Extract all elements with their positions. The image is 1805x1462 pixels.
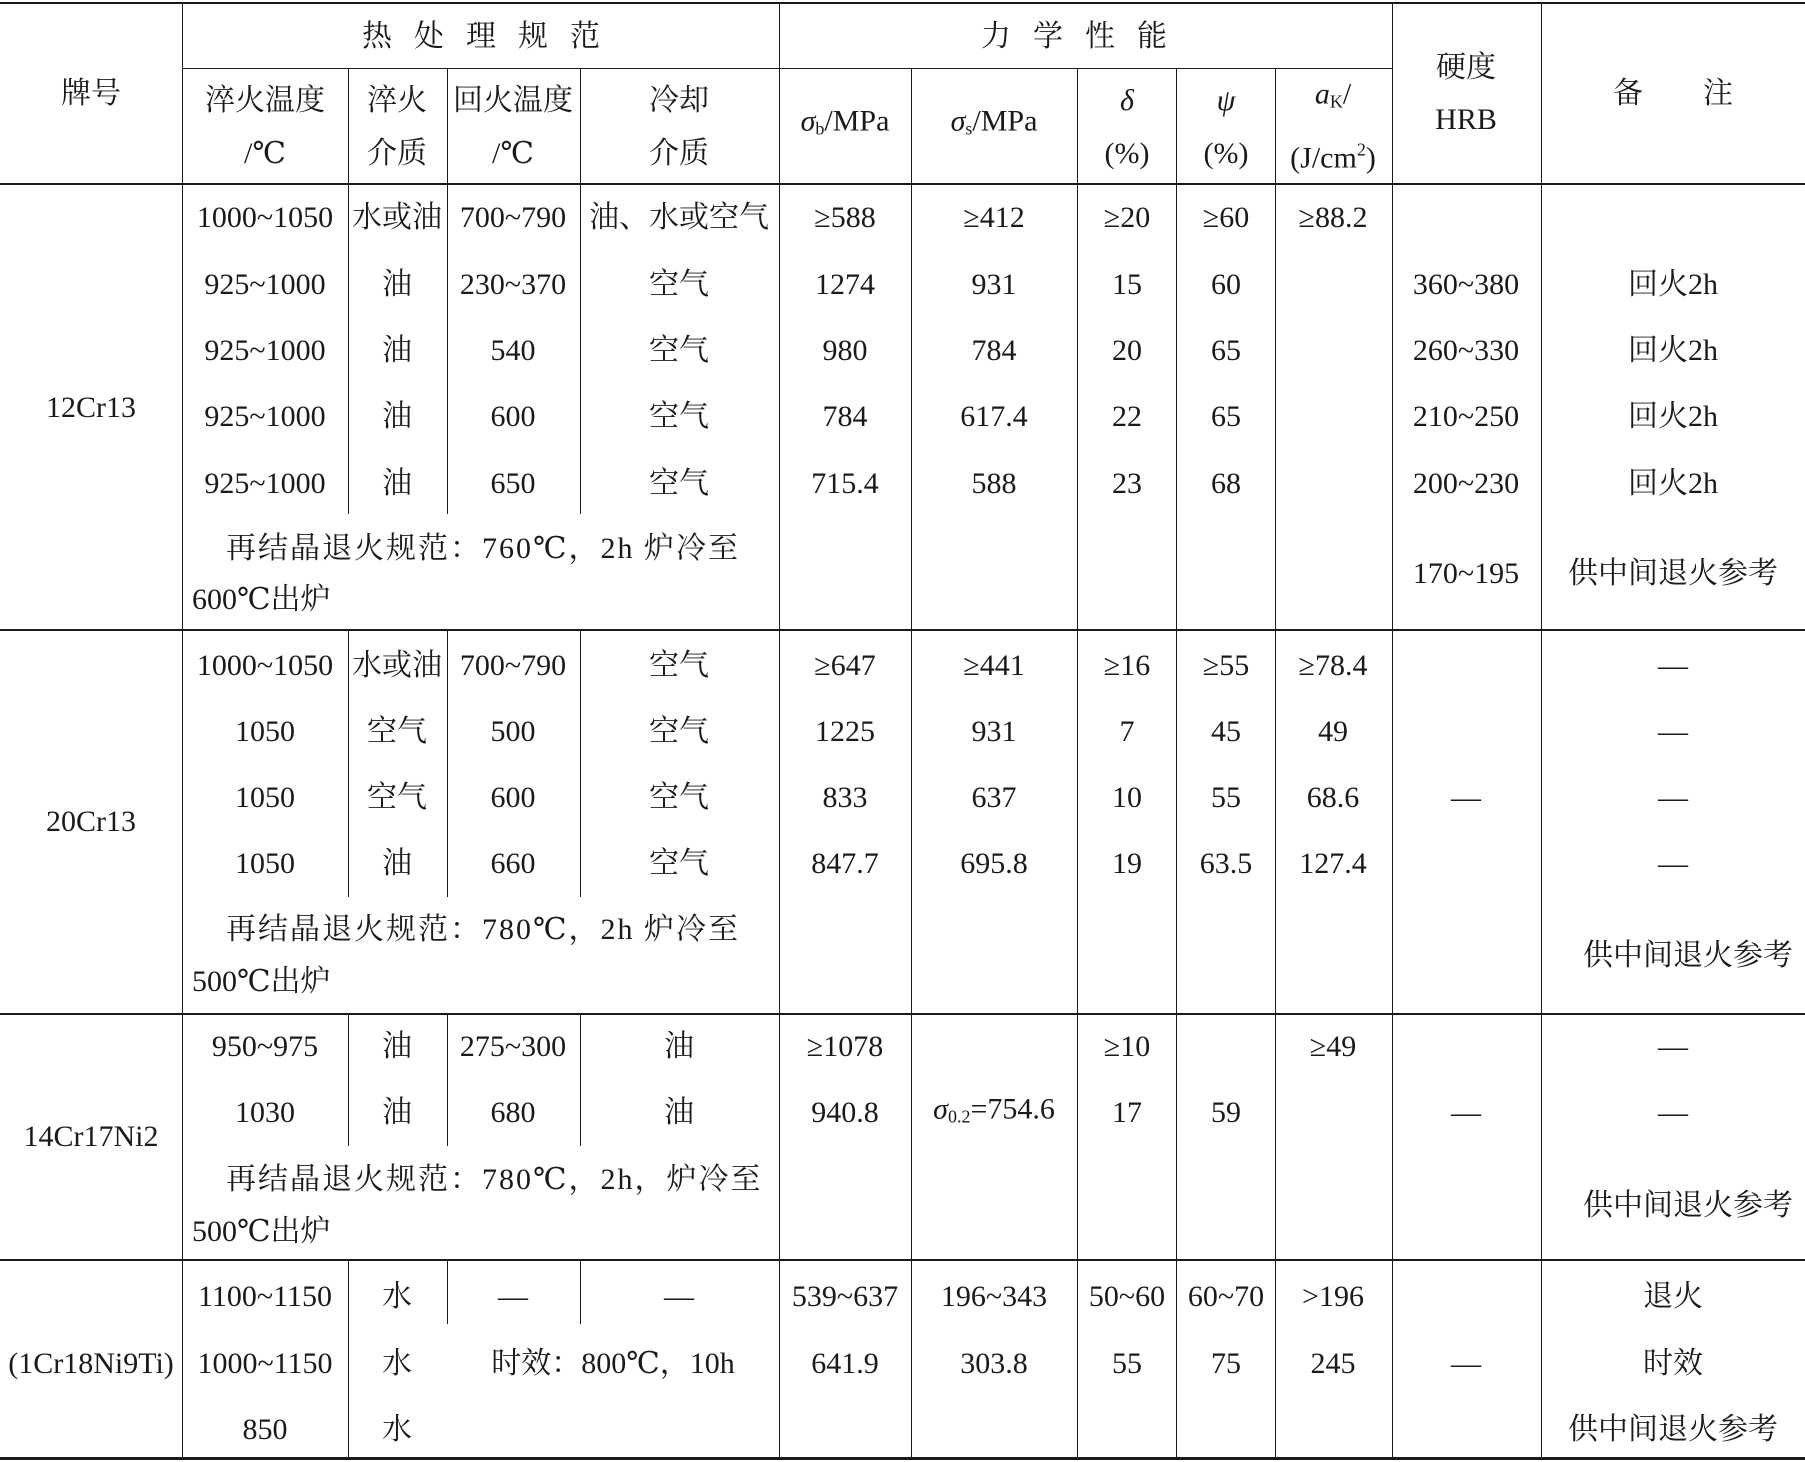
vline-h-delta [1077,68,1078,1458]
cell-ak: 49 [1318,715,1348,748]
cell-quench-temp: 1050 [235,715,295,748]
cell-cooling-medium: 空气 [649,467,709,500]
rule-header-mid [182,68,1392,69]
cell-temper-temp: 600 [490,781,536,814]
header-temper-temp-2: /℃ [492,137,534,170]
cell-sigma-s: 196~343 [940,1280,1048,1313]
cell-delta: 19 [1112,847,1142,880]
header-cooling-2: 介质 [649,137,709,170]
cell-quench-temp: 925~1000 [204,268,326,301]
header-grade: 牌号 [61,77,121,110]
vline-mech [779,2,780,1458]
cell-quench-medium: 油 [382,268,412,301]
cell-sigma-b: 980 [822,334,868,367]
grade-12cr13: 12Cr13 [46,391,136,424]
cell-sigma-s: ≥441 [963,649,1025,682]
cell-cooling-medium: 空气 [649,268,709,301]
cell-quench-medium: 水 [382,1413,412,1446]
vline-h-qmedium [348,68,349,184]
header-quench-temp-1: 淬火温度 [205,84,325,117]
cell-sigma-s: 588 [971,467,1017,500]
cell-sigma-s: 637 [971,781,1017,814]
cell-delta: 10 [1112,781,1142,814]
cell-remark: 回火2h [1628,400,1718,433]
anneal-hardness-12cr13: 170~195 [1412,557,1520,590]
cell-temper-temp: 680 [490,1096,536,1129]
cell-quench-medium: 水 [382,1280,412,1313]
cell-delta: 50~60 [1088,1280,1166,1313]
cell-remark: — [1658,781,1688,814]
grade-14cr17ni2: 14Cr17Ni2 [23,1120,159,1153]
cell-psi: ≥55 [1202,649,1250,682]
cell-quench-temp: 1100~1150 [197,1280,333,1313]
cell-delta: ≥10 [1103,1030,1151,1063]
cell-sigma-b: ≥588 [814,201,876,234]
cell-psi: 65 [1211,334,1241,367]
rule-group1-bottom [0,629,1805,631]
cell-sigma-s: 303.8 [960,1347,1028,1380]
cell-psi: 63.5 [1199,847,1253,880]
cell-quench-medium: 水或油 [352,649,442,682]
rule-group3-bottom [0,1259,1805,1261]
cell-delta: 23 [1112,467,1142,500]
cell-delta: 22 [1112,400,1142,433]
rule-group2-bottom [0,1013,1805,1015]
cell-remark: — [1658,1096,1688,1129]
cell-quench-medium: 空气 [367,715,427,748]
vline-g2-b [447,630,448,897]
cell-delta: 15 [1112,268,1142,301]
cell-quench-temp: 1000~1050 [196,201,334,234]
header-mechanical: 力学性能 [981,20,1189,53]
cell-cooling-medium: 空气 [649,715,709,748]
cell-quench-temp: 850 [242,1413,288,1446]
cell-quench-temp: 1050 [235,847,295,880]
aging-1cr18ni9ti: 时效：800℃，10h [491,1347,735,1380]
vline-g3-b [447,1014,448,1146]
cell-temper-temp: 700~790 [459,649,567,682]
cell-delta: 55 [1112,1347,1142,1380]
anneal-note-12cr13-line1: 再结晶退火规范：760℃，2h 炉冷至 [226,532,741,565]
cell-sigma-b: 940.8 [811,1096,879,1129]
cell-remark: — [1658,847,1688,880]
cell-temper-temp: 540 [490,334,536,367]
vline-g3-c [580,1014,581,1146]
cell-quench-temp: 925~1000 [204,400,326,433]
vline-g1-a [348,184,349,514]
cell-ak: 245 [1310,1347,1356,1380]
cell-cooling-medium: — [664,1280,694,1313]
cell-remark: 时效 [1643,1347,1703,1380]
cell-sigma-b: 833 [822,781,868,814]
cell-quench-medium: 油 [382,467,412,500]
cell-psi: 68 [1211,467,1241,500]
cell-quench-medium: 油 [382,847,412,880]
vline-g1-b [447,184,448,514]
cell-cooling-medium: 空气 [649,781,709,814]
cell-cooling-medium: 油 [664,1096,694,1129]
vline-g1-c [580,184,581,514]
hardness-20cr13: — [1451,781,1481,814]
cell-quench-medium: 油 [382,400,412,433]
cell-temper-temp: 275~300 [459,1030,567,1063]
cell-sigma-s: 931 [971,715,1017,748]
cell-ak: ≥88.2 [1298,201,1368,234]
cell-sigma-s: ≥412 [963,201,1025,234]
cell-delta: ≥20 [1103,201,1151,234]
cell-remark: 回火2h [1628,467,1718,500]
header-psi-1: ψ [1216,84,1236,117]
cell-sigma-b: ≥647 [814,649,876,682]
rule-top [0,2,1805,4]
cell-temper-temp: 600 [490,400,536,433]
header-sigma-s: $\sigma_s$/MPa [950,104,1038,139]
anneal-remark-20cr13: 供中间退火参考 [1583,939,1793,972]
anneal-note-20cr13-line1: 再结晶退火规范：780℃，2h 炉冷至 [226,913,741,946]
header-quench-medium-1: 淬火 [367,84,427,117]
cell-remark: — [1658,1030,1688,1063]
vline-g4-b [447,1260,448,1324]
cell-temper-temp: 230~370 [459,268,567,301]
cell-quench-medium: 油 [382,334,412,367]
cell-psi: 60 [1211,268,1241,301]
cell-psi: ≥60 [1202,201,1250,234]
cell-quench-temp: 950~975 [211,1030,319,1063]
vline-g2-c [580,630,581,897]
anneal-note-20cr13-line2: 500℃出炉 [192,965,331,998]
cell-quench-medium: 水 [382,1347,412,1380]
cell-remark: 供中间退火参考 [1568,1413,1778,1446]
cell-cooling-medium: 空气 [649,334,709,367]
anneal-note-12cr13-line2: 600℃出炉 [192,583,331,616]
cell-remark: 退火 [1643,1280,1703,1313]
cell-quench-temp: 1000~1150 [197,1347,333,1380]
header-quench-medium-2: 介质 [367,137,427,170]
rule-bottom [0,1457,1805,1460]
header-ak-1: $a_K/$ [1314,77,1352,112]
cell-sigma-s: 695.8 [960,847,1028,880]
cell-sigma-b: ≥1078 [806,1030,884,1063]
cell-sigma-b: 641.9 [811,1347,879,1380]
cell-sigma-b: 784 [822,400,868,433]
header-delta-2: (%) [1104,137,1150,170]
hardness-14cr17ni2: — [1451,1096,1481,1129]
cell-sigma-s: 784 [971,334,1017,367]
header-cooling-1: 冷却 [649,84,709,117]
cell-delta: 17 [1112,1096,1142,1129]
vline-h-cool [580,68,581,184]
cell-cooling-medium: 油、水或空气 [589,201,769,234]
vline-grade [182,2,183,1458]
vline-h-psi [1176,68,1177,1458]
cell-temper-temp: 650 [490,467,536,500]
cell-quench-medium: 空气 [367,781,427,814]
cell-quench-temp: 1030 [235,1096,295,1129]
cell-ak: ≥49 [1309,1030,1357,1063]
cell-quench-medium: 水或油 [352,201,442,234]
cell-quench-temp: 1000~1050 [196,649,334,682]
cell-sigma-s: 931 [971,268,1017,301]
cell-quench-medium: 油 [382,1030,412,1063]
cell-delta: 20 [1112,334,1142,367]
hardness-1cr18ni9ti: — [1451,1347,1481,1380]
cell-cooling-medium: 空气 [649,400,709,433]
header-ak-2: $(J/cm^2)$ [1290,139,1376,175]
header-hardness-2: HRB [1435,103,1497,136]
cell-hardness: 260~330 [1412,334,1520,367]
cell-cooling-medium: 油 [664,1030,694,1063]
cell-psi: 60~70 [1187,1280,1265,1313]
header-sigma-b: $\sigma_b$/MPa [800,104,890,139]
cell-hardness: 200~230 [1412,467,1520,500]
cell-quench-medium: 油 [382,1096,412,1129]
cell-temper-temp: 500 [490,715,536,748]
cell-cooling-medium: 空气 [649,847,709,880]
cell-cooling-medium: 空气 [649,649,709,682]
cell-ak: 68.6 [1306,781,1360,814]
cell-quench-temp: 1050 [235,781,295,814]
rule-header-bottom [0,183,1805,185]
cell-temper-temp: 700~790 [459,201,567,234]
cell-remark: — [1658,649,1688,682]
vline-remarks [1541,2,1542,1458]
cell-hardness: 210~250 [1412,400,1520,433]
grade-1cr18ni9ti: (1Cr18Ni9Ti) [8,1347,174,1380]
cell-temper-temp: 660 [490,847,536,880]
cell-psi: 59 [1211,1096,1241,1129]
vline-h-ak [1275,68,1276,1458]
cell-ak: >196 [1302,1280,1364,1313]
header-heat-treatment: 热处理规范 [362,20,622,53]
anneal-remark-12cr13: 供中间退火参考 [1568,557,1778,590]
cell-delta: 7 [1119,715,1135,748]
cell-psi: 55 [1211,781,1241,814]
header-hardness-1: 硬度 [1436,51,1496,84]
cell-quench-temp: 925~1000 [204,467,326,500]
sigma02-14cr17ni2: $\sigma_{0.2}=754.6$ [933,1092,1055,1127]
vline-g4-c [580,1260,581,1324]
grade-20cr13: 20Cr13 [46,805,136,838]
cell-ak: ≥78.4 [1298,649,1368,682]
vline-g2-a [348,630,349,897]
cell-remark: — [1658,715,1688,748]
cell-sigma-b: 1274 [815,268,875,301]
cell-temper-temp: — [498,1280,528,1313]
cell-psi: 65 [1211,400,1241,433]
header-remarks: 备 注 [1613,77,1733,110]
vline-hardness [1392,2,1393,1458]
header-delta-1: δ [1120,84,1134,117]
cell-sigma-b: 1225 [815,715,875,748]
cell-hardness: 360~380 [1412,268,1520,301]
cell-sigma-b: 847.7 [811,847,879,880]
anneal-note-14cr17ni2-line1: 再结晶退火规范：780℃，2h，炉冷至 [226,1163,763,1196]
cell-sigma-s: 617.4 [960,400,1028,433]
cell-ak: 127.4 [1299,847,1367,880]
cell-sigma-b: 539~637 [791,1280,899,1313]
cell-remark: 回火2h [1628,334,1718,367]
cell-sigma-b: 715.4 [811,467,879,500]
header-temper-temp-1: 回火温度 [453,84,573,117]
vline-h-sigmas [911,68,912,1458]
cell-remark: 回火2h [1628,268,1718,301]
cell-delta: ≥16 [1103,649,1151,682]
cell-psi: 45 [1211,715,1241,748]
cell-quench-temp: 925~1000 [204,334,326,367]
cell-psi: 75 [1211,1347,1241,1380]
anneal-note-14cr17ni2-line2: 500℃出炉 [192,1215,331,1248]
vline-g3-a [348,1014,349,1146]
vline-g4-a [348,1260,349,1458]
vline-h-ttemp [447,68,448,184]
header-psi-2: (%) [1203,137,1249,170]
anneal-remark-14cr17ni2: 供中间退火参考 [1583,1189,1793,1222]
header-quench-temp-2: /℃ [244,137,286,170]
